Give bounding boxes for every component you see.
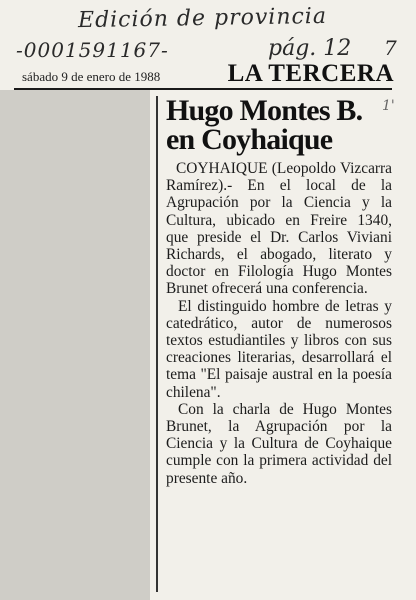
- article-paragraph: El distinguido hombre de letras y catedrático, autor de numerosos textos estudiantiles y libros con sus creaciones literarias, desarrollará el tema "El paisaje austral en la poesía chilena".: [166, 297, 392, 401]
- headline-line-2: en Coyhaique: [166, 123, 333, 156]
- article-body: [166, 160, 392, 487]
- handwritten-margin-mark: 7: [384, 36, 397, 60]
- handwritten-record-id: -0001591167-: [16, 38, 169, 62]
- column-divider: [156, 96, 158, 592]
- handwritten-corner-mark: 1': [382, 98, 395, 114]
- handwritten-edition-note: Edición de provincia: [77, 3, 328, 34]
- publication-date: sábado 9 de enero de 1988: [22, 69, 161, 84]
- newspaper-name: LA TERCERA: [227, 60, 394, 87]
- headline-line-1: Hugo Montes B.: [166, 96, 363, 127]
- article: [166, 96, 392, 594]
- article-paragraph: Con la charla de Hugo Montes Brunet, la Agrupación por la Ciencia y la Cultura de Coyhaique cumple con la primera actividad del presente año.: [166, 400, 392, 487]
- article-paragraph: COYHAIQUE (Leopoldo Vizcarra Ramírez).- En el local de la Agrupación por la Ciencia y la Cultura, ubicado en Freire 1340, que preside el Dr. Carlos Viviani Richards, el abogado, literato y doctor en Filología Hugo Montes Brunet ofrecerá una conferencia.: [166, 160, 392, 298]
- blank-margin: [0, 90, 150, 600]
- article-headline: [166, 96, 392, 154]
- newspaper-header: [12, 60, 400, 88]
- handwritten-page-ref: pág. 12: [268, 36, 352, 61]
